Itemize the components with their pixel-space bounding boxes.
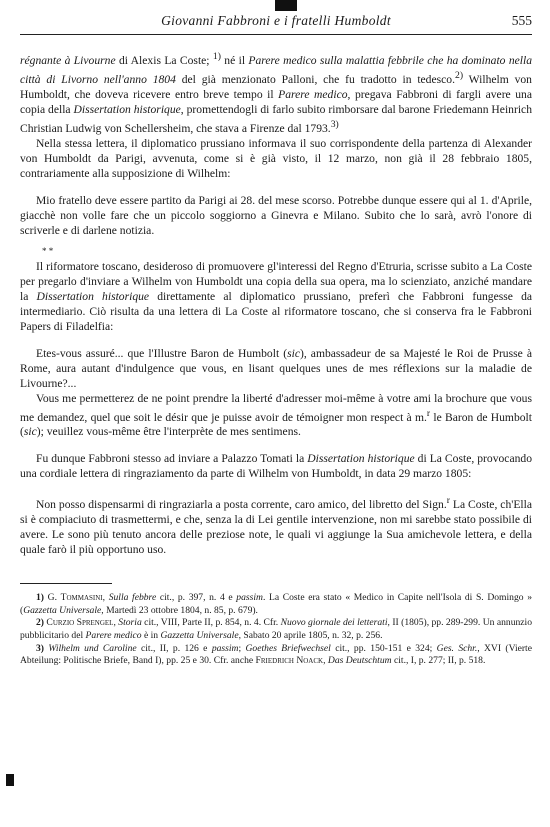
text: direttamente al diplomatico prussiano, preferì che Fabbroni fungesse da intermediario. Ciò risulta da una lettera di La Coste al riformatore toscano, che si conserva fra le Fabbroni Papers di Filadelfia: bbox=[20, 289, 533, 333]
text: Wilhelm von Humboldt, che doveva ricevere entro breve tempo il bbox=[20, 72, 532, 101]
scan-edge-marker bbox=[6, 774, 14, 786]
quote-text: Vous me permetterez de ne point prendre la liberté d'adresser moi-même à votre ami la brochure que vous me demandez, quel que soit le désir que je puisse avoir de témoigner mon respect à m.$^r$ le Baron de Humbolt (sic); veuillez vous-même être l'interprète de mes sentimens. bbox=[20, 391, 532, 439]
running-header bbox=[20, 12, 532, 35]
footnote-3: 3) Wilhelm und Caroline cit., II, p. 126 e passim; Goethes Briefwechsel cit., pp. 150-151 e 324; Ges. Schr., XVI (Vierte Abteilung: Politische Briefe, Band I), pp. 25 e 30. Cfr. anche Friedrich Noack, Das Deutschtum cit., I, p. 277; II, p. 518. bbox=[20, 642, 532, 667]
quotation-1 bbox=[20, 193, 532, 238]
page-body bbox=[20, 49, 532, 668]
scan-ink-blot bbox=[275, 0, 297, 11]
quotation-3 bbox=[20, 493, 532, 557]
footnote-2: 2) Curzio Sprengel, Storia cit., VIII, Parte II, p. 854, n. 4. Cfr. Nuovo giornale dei letterati, II (1805), pp. 289-299. Un annunzio pubblicitario del Parere medico è in Gazzetta Universale, Sabato 20 aprile 1805, n. 32, p. 256. bbox=[20, 617, 533, 642]
text-italic: régnante à Livourne bbox=[20, 53, 116, 67]
paragraph-4: Fu dunque Fabbroni stesso ad inviare a Palazzo Tomati la Dissertation historique di La Coste, provocando una cordiale lettera di ringraziamento da parte di Wilhelm von Humboldt, in data 29 marzo 1805: bbox=[20, 452, 532, 481]
footnote-1: 1) G. Tommasini, Sulla febbre cit., p. 397, n. 4 e passim. La Coste era stato « Medico in Capite nell'Isola di S. Domingo » (Gazzetta Universale, Martedì 23 ottobre 1804, n. 85, p. 679). bbox=[20, 592, 533, 616]
text-italic: Dissertation historique bbox=[36, 289, 150, 303]
footnotes bbox=[20, 592, 532, 668]
text: , promettendogli di farlo subito rimborsare dal barone Friedemann Heinrich Christian Ludwig von Schellersheim, che stava a Firenze dal 1793. bbox=[20, 102, 532, 135]
text: del già menzionato Palloni, che fu tradotto in tedesco. bbox=[175, 72, 455, 86]
running-title: Giovanni Fabbroni e i fratelli Humboldt bbox=[161, 13, 391, 28]
text: Il riformatore toscano, desideroso di promuovere gl'interessi del Regno d'Etruria, scrisse subito a La Coste per pregarlo d'inviare a Wilhelm von Humboldt una copia della sua opera, ma lo scienziato, anziché mandare la bbox=[20, 259, 532, 303]
page-number: 555 bbox=[511, 13, 532, 28]
text: di Alexis La Coste; bbox=[115, 53, 213, 67]
quote-text: Etes-vous assuré... que l'Illustre Baron de Humbolt (sic), ambassadeur de sa Majesté le Roi de Prusse à Rome, aura autant d'indulgence que vous, en lisant quelques unes de mes réflexions sur la maladie de Livourne?... bbox=[20, 346, 532, 390]
footnote-ref-3: 3) bbox=[330, 118, 339, 130]
text-italic: Dissertation historique bbox=[73, 102, 181, 116]
paragraph-1 bbox=[20, 49, 532, 136]
text-italic: Parere medico bbox=[278, 87, 348, 101]
quotation-2 bbox=[20, 346, 532, 440]
quote-text: Mio fratello deve essere partito da Parigi ai 28. del mese scorso. Potrebbe dunque essere qui al 1. d'Aprile, giacchè non volle fare che un piccolo soggiorno a Ginevra e Milano. Subito che lo sarà, avrò l'onore di scriverle e di darlene notizia. bbox=[20, 193, 532, 237]
footnote-divider bbox=[20, 583, 112, 584]
footnote-ref-1: 1) bbox=[212, 51, 221, 62]
text-italic: Parere medico sulla malattia febbrile che ha dominato nella città di Livorno nell'anno 1804 bbox=[20, 53, 532, 86]
text: né il bbox=[220, 53, 249, 67]
section-separator: * * bbox=[42, 245, 54, 256]
book-page bbox=[20, 0, 532, 668]
quote-text: Non posso dispensarmi di ringraziarla a posta corrente, caro amico, del libretto del Sign.$^r$ La Coste, ch'Ella si è compiaciuto di trasmettermi, e che, senza la di Lei gentile intervenzione, non mi sarebbe stato possibile di avere. Le sono più tenuto ancora delle preziose note, le quali vi aggiunge la Sua amichevole lettera, e della quale farò il più opportuno uso. bbox=[20, 495, 532, 557]
paragraph-3 bbox=[20, 259, 532, 334]
paragraph-2: Nella stessa lettera, il diplomatico prussiano informava il suo corrispondente della partenza di Alexander von Humboldt da Parigi, avvenuta, come si è già visto, il 12 marzo, non già il 28 febbraio 1805, contrariamente alla supposizione di Wilhelm: bbox=[20, 136, 532, 180]
text: , pregava Fabbroni di fargli avere una copia della bbox=[20, 87, 532, 116]
footnote-ref-2: 2) bbox=[454, 69, 464, 81]
